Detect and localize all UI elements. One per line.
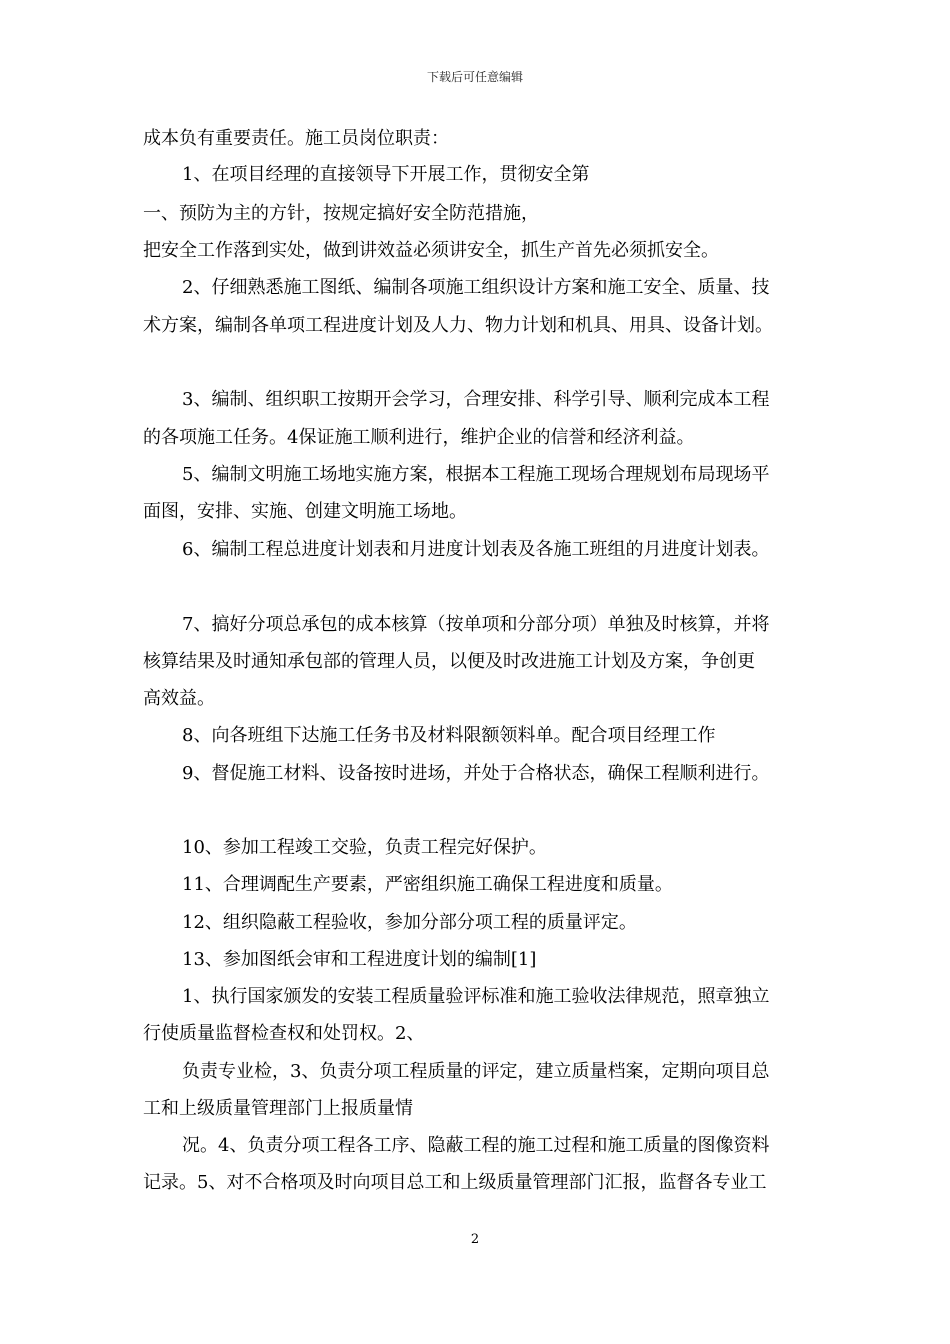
text-line: 11、合理调配生产要素，严密组织施工确保工程进度和质量。 bbox=[182, 874, 673, 895]
page-header: 下载后可任意编辑 bbox=[426, 70, 523, 84]
text-line: 1、执行国家颁发的安装工程质量验评标准和施工验收法律规范，照章独立 bbox=[182, 986, 770, 1007]
text-line: 工和上级质量管理部门上报质量情 bbox=[143, 1098, 413, 1119]
text-line: 5、编制文明施工场地实施方案，根据本工程施工现场合理规划布局现场平 bbox=[182, 464, 770, 485]
text-line: 记录。5、对不合格项及时向项目总工和上级质量管理部门汇报，监督各专业工 bbox=[143, 1172, 767, 1193]
text-line: 高效益。 bbox=[143, 688, 215, 709]
text-line: 8、向各班组下达施工任务书及材料限额领料单。配合项目经理工作 bbox=[182, 725, 716, 746]
text-line: 1、在项目经理的直接领导下开展工作，贯彻安全第 bbox=[182, 164, 590, 185]
text-line: 负责专业检，3、负责分项工程质量的评定，建立质量档案，定期向项目总 bbox=[182, 1061, 770, 1082]
text-line: 一、预防为主的方针，按规定搞好安全防范措施， bbox=[143, 203, 539, 224]
text-line: 面图，安排、实施、创建文明施工场地。 bbox=[143, 501, 467, 522]
text-line: 10、参加工程竣工交验，负责工程完好保护。 bbox=[182, 837, 547, 858]
text-line: 核算结果及时通知承包部的管理人员，以便及时改进施工计划及方案，争创更 bbox=[143, 651, 755, 672]
text-line: 7、搞好分项总承包的成本核算（按单项和分部分项）单独及时核算，并将 bbox=[182, 614, 770, 635]
text-line: 况。4、负责分项工程各工序、隐蔽工程的施工过程和施工质量的图像资料 bbox=[182, 1135, 770, 1156]
text-line: 3、编制、组织职工按期开会学习，合理安排、科学引导、顺利完成本工程 bbox=[182, 389, 770, 410]
text-line: 行使质量监督检查权和处罚权。2、 bbox=[143, 1023, 425, 1044]
text-line: 9、督促施工材料、设备按时进场，并处于合格状态，确保工程顺利进行。 bbox=[182, 763, 770, 784]
text-line: 2、仔细熟悉施工图纸、编制各项施工组织设计方案和施工安全、质量、技 bbox=[182, 277, 770, 298]
text-line: 成本负有重要责任。施工员岗位职责： bbox=[143, 128, 449, 149]
text-line: 12、组织隐蔽工程验收，参加分部分项工程的质量评定。 bbox=[182, 912, 637, 933]
text-line: 的各项施工任务。4保证施工顺利进行，维护企业的信誉和经济利益。 bbox=[143, 427, 695, 448]
text-line: 术方案，编制各单项工程进度计划及人力、物力计划和机具、用具、设备计划。 bbox=[143, 315, 773, 336]
text-line: 6、编制工程总进度计划表和月进度计划表及各施工班组的月进度计划表。 bbox=[182, 539, 770, 560]
text-line: 13、参加图纸会审和工程进度计划的编制[1] bbox=[182, 949, 537, 970]
text-line: 把安全工作落到实处，做到讲效益必须讲安全，抓生产首先必须抓安全。 bbox=[143, 240, 719, 261]
page-number: 2 bbox=[470, 1232, 480, 1247]
